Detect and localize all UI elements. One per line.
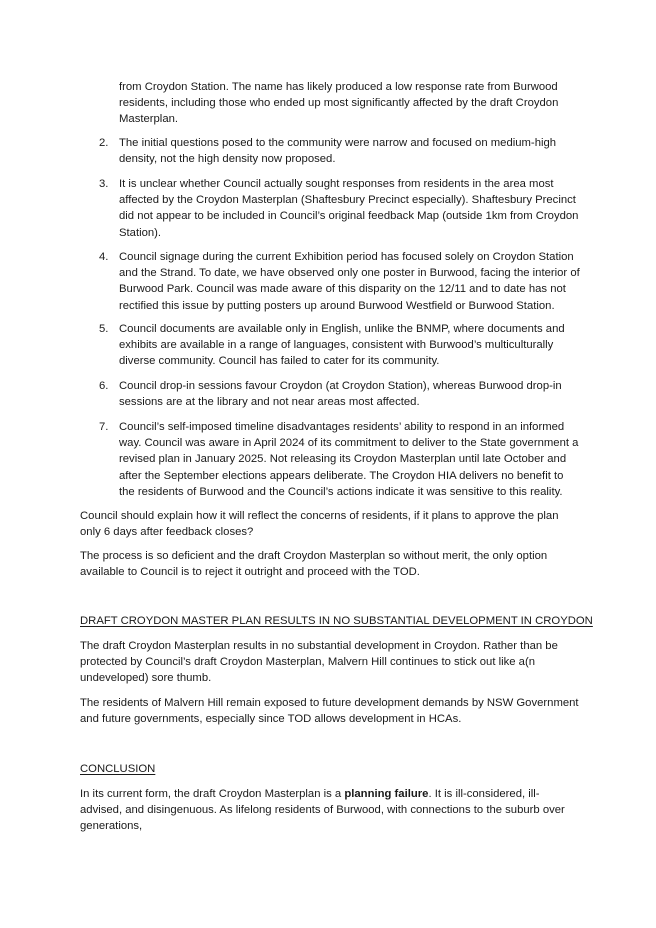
list-item-number: 3. xyxy=(99,178,109,190)
section-heading: CONCLUSION xyxy=(80,763,156,775)
body-paragraph: The residents of Malvern Hill remain exposed to future development demands by NSW Government and future governments, especially since TOD allows development in HCAs. xyxy=(80,697,579,726)
list-item-text: It is unclear whether Council actually sought responses from residents in the area most affected by the Croydon Masterplan (Shaftesbury Precinct especially). Shaftesbury Precinct did not appear to be included in Council’s original feedback Map (outside 1km from Croydon Station). xyxy=(119,178,579,239)
section-heading: DRAFT CROYDON MASTER PLAN RESULTS IN NO SUBSTANTIAL DEVELOPMENT IN CROYDON xyxy=(80,615,593,627)
list-item-text: Council documents are available only in English, unlike the BNMP, where documents and exhibits are available in a range of languages, consistent with Burwood’s multiculturally diverse community. Council has failed to cater for its community. xyxy=(119,323,565,368)
conclusion-paragraph xyxy=(80,786,580,835)
list-item-text: Council’s self-imposed timeline disadvantages residents’ ability to respond in an informed way. Council was aware in April 2024 of its commitment to deliver to the State government a revised plan in January 2025. Not releasing its Croydon Masterplan until late October and after the September elections appears deliberate. The Croydon HIA delivers no benefit to the residents of Burwood and the Council’s actions indicate it was sensitive to this reality. xyxy=(119,421,579,498)
conclusion-text-start: In its current form, the draft Croydon Masterplan is a xyxy=(80,788,345,800)
list-item-number: 4. xyxy=(99,251,109,263)
list-item-number: 7. xyxy=(99,421,109,433)
conclusion-bold-phrase: planning failure xyxy=(344,788,429,800)
list-item-text: Council signage during the current Exhibition period has focused solely on Croydon Station and the Strand. To date, we have observed only one poster in Burwood, facing the interior of Burwood Park. Council was made aware of this disparity on the 12/11 and to date has not rectified this issue by putting posters up around Burwood Westfield or Burwood Station. xyxy=(119,251,580,312)
body-paragraph: The process is so deficient and the draft Croydon Masterplan so without merit, the only option available to Council is to reject it outright and proceed with the TOD. xyxy=(80,550,548,579)
list-item-text: The initial questions posed to the community were narrow and focused on medium-high density, not the high density now proposed. xyxy=(119,137,557,166)
list-item-number: 2. xyxy=(99,137,109,149)
body-paragraph: Council should explain how it will reflect the concerns of residents, if it plans to approve the plan only 6 days after feedback closes? xyxy=(80,510,559,539)
list-item-number: 6. xyxy=(99,380,109,392)
list-item-text: Council drop-in sessions favour Croydon (at Croydon Station), whereas Burwood drop-in sessions are at the library and not near areas most affected. xyxy=(119,380,562,409)
conclusion-text-end: . It is ill-considered, ill-advised, and disingenuous. As lifelong residents of Burwood, with connections to the suburb over generations, xyxy=(80,788,565,833)
body-paragraph: The draft Croydon Masterplan results in no substantial development in Croydon. Rather than be protected by Council’s draft Croydon Masterplan, Malvern Hill continues to stick out like a(n undeveloped) sore thumb. xyxy=(80,640,558,685)
list-item-number: 5. xyxy=(99,323,109,335)
list-item-continuation: from Croydon Station. The name has likely produced a low response rate from Burwood residents, including those who ended up most significantly affected by the draft Croydon Masterplan. xyxy=(119,81,559,126)
